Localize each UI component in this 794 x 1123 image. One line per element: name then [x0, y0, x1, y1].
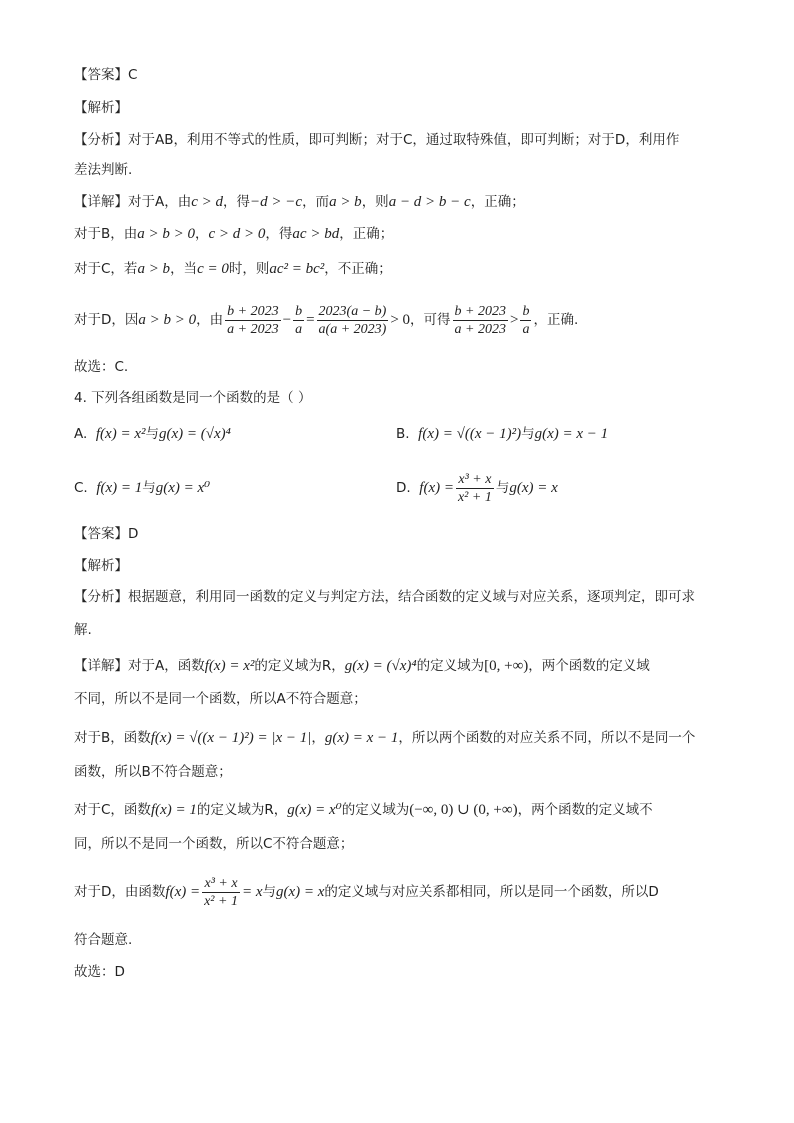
q4-detail-b	[74, 728, 695, 748]
q4-detail-d-line2: 符合题意.	[74, 932, 133, 948]
text: 对于C，函数	[74, 802, 151, 818]
math: a > b > 0	[137, 226, 196, 242]
math: g(x) = (√x)⁴	[344, 658, 417, 674]
denominator: a	[295, 321, 303, 337]
math: =	[306, 312, 315, 328]
text: ，可得	[410, 312, 451, 328]
text: ，则	[361, 194, 389, 210]
option-label: D.	[396, 480, 411, 496]
text: 的定义域为	[341, 802, 410, 818]
math: f(x) = 1	[96, 480, 143, 496]
math: f(x) = x²	[204, 658, 255, 674]
q3-analysis-line2: 差法判断.	[74, 162, 133, 178]
text: ，得	[265, 226, 293, 242]
q4-detail-c	[74, 800, 653, 820]
text: 与	[262, 884, 276, 900]
q4-option-c	[74, 478, 210, 498]
math: f(x) =	[419, 480, 454, 496]
q4-detail-a-line2: 不同，所以不是同一个函数，所以A不符合题意；	[74, 691, 367, 707]
q3-detail-d	[74, 300, 578, 340]
denominator: x² + 1	[457, 489, 492, 505]
q4-detail-c-line2: 同，所以不是同一个函数，所以C不符合题意；	[74, 836, 354, 852]
text: 时，则	[228, 261, 270, 277]
math: g(x) = x	[509, 480, 558, 496]
text: 对于B，由	[74, 226, 138, 242]
text: 的定义域为R，	[196, 802, 288, 818]
q4-detail-a	[74, 656, 650, 676]
text: ，当	[170, 261, 198, 277]
math: > 0	[390, 312, 411, 328]
fraction	[293, 303, 304, 338]
text: ，正确；	[339, 226, 394, 242]
text: ，正确.	[533, 312, 579, 328]
denominator: a + 2023	[227, 321, 279, 337]
math: g(x) = x − 1	[534, 426, 609, 442]
text: 的定义域为	[416, 658, 485, 674]
fraction	[453, 303, 508, 338]
option-label: C.	[74, 480, 88, 496]
q4-option-d	[396, 466, 558, 510]
math: g(x) = x⁰	[287, 802, 342, 818]
math: ac > bd	[292, 226, 340, 242]
math: −d > −c	[250, 194, 303, 210]
text: 对于C，若	[74, 261, 138, 277]
q3-detail-a	[74, 192, 525, 212]
numerator: x³ + x	[456, 471, 494, 489]
text: ，	[195, 226, 209, 242]
math: g(x) = (√x)⁴	[158, 426, 231, 442]
text: ，由	[196, 312, 224, 328]
fraction	[202, 875, 240, 910]
denominator: x² + 1	[204, 893, 238, 909]
math: ac² = bc²	[269, 261, 325, 277]
option-label: B.	[396, 426, 410, 442]
q3-answer: 【答案】C	[74, 67, 138, 83]
math: f(x) = √((x − 1)²) = |x − 1|	[150, 730, 312, 746]
q4-analysis-line1: 【分析】根据题意，利用同一函数的定义与判定方法，结合函数的定义域与对应关系，逐项判定，即可求	[74, 589, 695, 605]
q3-analysis-line1: 【分析】对于AB，利用不等式的性质，即可判断；对于C，通过取特殊值，即可判断；对于D，利用作	[74, 132, 680, 148]
q3-choose: 故选：C.	[74, 359, 129, 375]
text: 与	[521, 426, 535, 442]
text: ，所以两个函数的对应关系不同，所以不是同一个	[398, 730, 696, 746]
text: ，正确；	[470, 194, 525, 210]
math: a − d > b − c	[388, 194, 471, 210]
numerator: x³ + x	[202, 875, 240, 893]
fraction	[317, 303, 389, 338]
math: >	[510, 312, 519, 328]
text: 的定义域与对应关系都相同，所以是同一个函数，所以D	[324, 884, 659, 900]
q4-analysis-line2: 解.	[74, 622, 92, 638]
numerator: b	[295, 303, 303, 319]
q4-detail-d	[74, 870, 659, 914]
math: g(x) = x⁰	[155, 480, 211, 496]
denominator: a(a + 2023)	[318, 321, 387, 337]
text: 【详解】对于A，由	[74, 194, 192, 210]
denominator: a	[522, 321, 530, 337]
math: c > d > 0	[208, 226, 266, 242]
math: [0, +∞)	[484, 658, 529, 674]
math: f(x) =	[165, 884, 201, 900]
fraction	[456, 471, 494, 506]
text: ，得	[223, 194, 251, 210]
text: 对于D，由函数	[74, 884, 166, 900]
text: 对于B，函数	[74, 730, 151, 746]
math: f(x) = 1	[150, 802, 197, 818]
fraction	[520, 303, 531, 338]
math: = x	[241, 884, 263, 900]
q4-answer: 【答案】D	[74, 526, 139, 542]
fraction	[225, 303, 280, 338]
q4-choose: 故选：D	[74, 964, 125, 980]
math: g(x) = x − 1	[324, 730, 399, 746]
math: (−∞, 0) ∪ (0, +∞)	[409, 802, 518, 818]
text: 与	[142, 480, 156, 496]
q4-option-b	[396, 424, 608, 444]
q4-detail-b-line2: 函数，所以B不符合题意；	[74, 764, 232, 780]
math: g(x) = x	[275, 884, 325, 900]
q3-jiexi-heading: 【解析】	[74, 100, 128, 116]
q4-option-a	[74, 424, 231, 444]
math: f(x) = x²	[95, 426, 146, 442]
math: a > b	[137, 261, 171, 277]
numerator: b + 2023	[454, 303, 506, 319]
numerator: 2023(a − b)	[318, 303, 387, 319]
text: 的定义域为R，	[254, 658, 345, 674]
q3-detail-b	[74, 224, 393, 244]
math: −	[282, 312, 292, 328]
text: ，两个函数的定义域不	[517, 802, 653, 818]
math: c > d	[191, 194, 224, 210]
numerator: b	[522, 303, 530, 319]
text: ，而	[302, 194, 330, 210]
math: a > b > 0	[138, 312, 197, 328]
math: c = 0	[197, 261, 229, 277]
text: ，不正确；	[324, 261, 392, 277]
math: a > b	[329, 194, 362, 210]
text: 对于D，因	[74, 312, 139, 328]
denominator: a + 2023	[454, 321, 506, 337]
q4-question: 4. 下列各组函数是同一个函数的是（ ）	[74, 390, 312, 406]
q4-jiexi-heading: 【解析】	[74, 558, 128, 574]
text: 与	[495, 480, 510, 496]
q3-detail-c	[74, 259, 392, 279]
option-label: A.	[74, 426, 88, 442]
text: 【详解】对于A，函数	[74, 658, 205, 674]
text: 与	[145, 426, 159, 442]
numerator: b + 2023	[227, 303, 279, 319]
text: ，两个函数的定义域	[528, 658, 650, 674]
text: ，	[311, 730, 325, 746]
math: f(x) = √((x − 1)²)	[418, 426, 522, 442]
